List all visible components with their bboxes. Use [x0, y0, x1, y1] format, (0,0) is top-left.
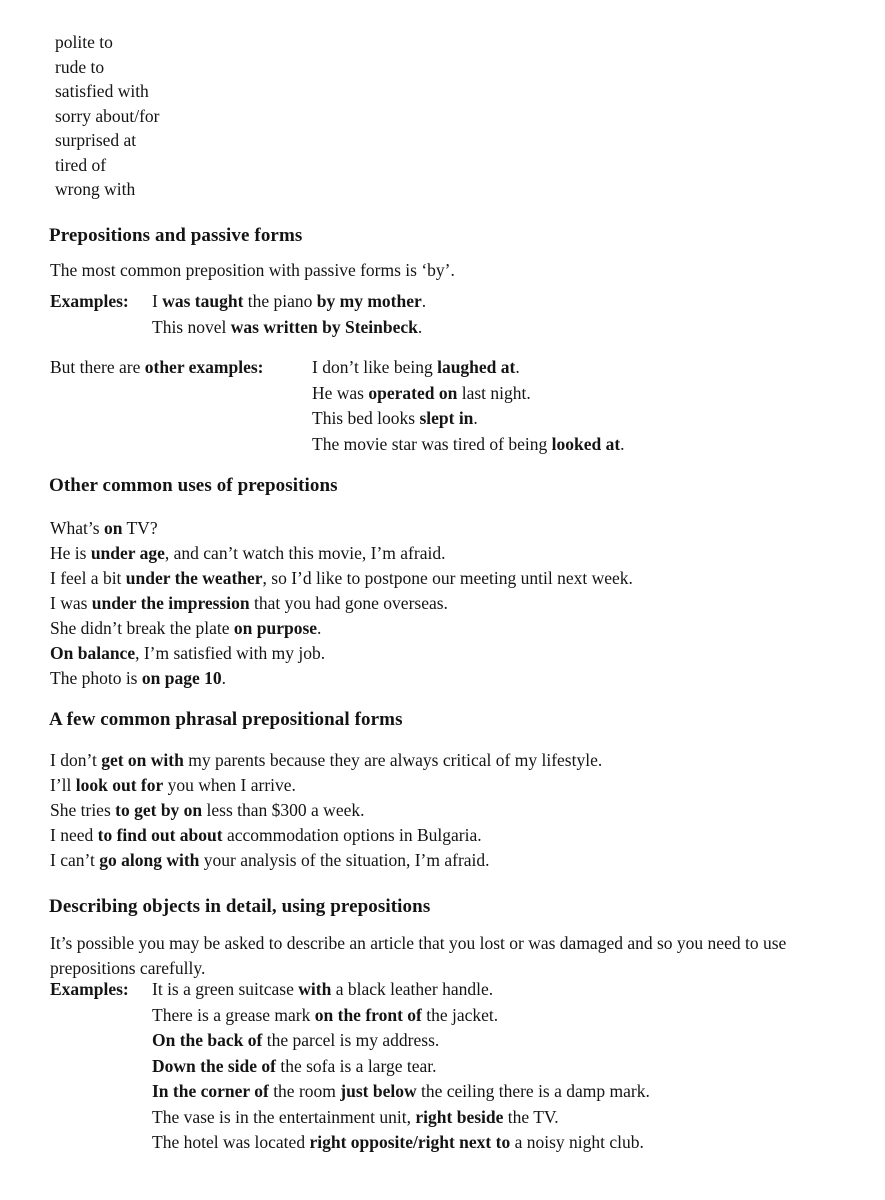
preposition-phrase: On balance: [50, 643, 136, 663]
sentence-text: She tries: [50, 800, 116, 820]
preposition-phrase: was taught: [162, 291, 244, 311]
sentence-text: I’ll: [50, 775, 76, 795]
example-sentence: [152, 1079, 650, 1105]
sentence-text: .: [421, 291, 427, 311]
preposition-phrase: Down the side of: [152, 1055, 276, 1076]
sentence-text: last night.: [457, 382, 531, 403]
sentence-text: the room: [268, 1081, 341, 1101]
sentence-text: .: [620, 433, 625, 454]
preposition-phrase: In the corner of: [152, 1081, 269, 1101]
usage-line: [50, 566, 633, 591]
preposition-phrase: on purpose: [233, 618, 318, 638]
sentence-text: .: [317, 618, 322, 638]
example-sentence: [312, 381, 625, 407]
preposition-phrase: under the impression: [91, 593, 250, 613]
passive-examples-label: Examples:: [50, 291, 129, 311]
sentence-text: He was: [312, 382, 369, 403]
example-sentence: [152, 289, 426, 315]
preposition-phrase: look out for: [75, 775, 164, 795]
preposition-term: surprised at: [55, 130, 137, 150]
sentence-text: The photo is: [50, 668, 142, 688]
sentence-text: I was: [50, 593, 92, 613]
example-sentence: [312, 432, 625, 458]
preposition-phrase: laughed at: [437, 357, 516, 377]
sentence-text: What’s: [50, 518, 104, 538]
phrasal-line: [50, 748, 602, 773]
example-cell: [218, 55, 845, 80]
usage-line: [50, 666, 226, 691]
heading-phrasal-prepositional-forms: A few common phrasal prepositional forms: [49, 709, 403, 730]
example-cell: [218, 79, 845, 104]
example-sentence: [312, 406, 625, 432]
describing-examples-block: [50, 977, 650, 1156]
sentence-text: you when I arrive.: [163, 775, 296, 795]
sentence-text: She didn’t break the plate: [50, 618, 234, 638]
table-row: [55, 55, 845, 80]
table-row: [55, 104, 845, 129]
preposition-phrase: on the front of: [314, 1004, 422, 1025]
example-sentence: [152, 1054, 650, 1080]
preposition-phrase: get on with: [101, 750, 184, 770]
table-row: [55, 79, 845, 104]
preposition-term: polite to: [55, 32, 113, 52]
sentence-text: I don’t: [50, 750, 102, 770]
preposition-phrase: right opposite/right next to: [309, 1132, 511, 1152]
other-examples-label-pre: But there are: [50, 357, 145, 377]
preposition-term: wrong with: [55, 179, 136, 199]
sentence-text: the piano: [243, 291, 317, 311]
preposition-phrase: to get by on: [115, 800, 203, 820]
describing-intro-text: It’s possible you may be asked to describe an article that you lost or was damaged and so you need to use prepositions carefully.: [50, 933, 787, 978]
preposition-phrase: by my mother: [316, 291, 422, 311]
sentence-text: This novel: [152, 316, 231, 337]
passive-examples-block: [50, 289, 426, 340]
preposition-term: satisfied with: [55, 81, 149, 101]
sentence-text: a black leather handle.: [331, 979, 494, 999]
sentence-text: the jacket.: [421, 1004, 499, 1025]
phrasal-line: [50, 798, 364, 823]
table-row: [55, 30, 845, 55]
preposition-phrase: go along with: [99, 850, 200, 870]
preposition-phrase: on page 10: [141, 668, 222, 688]
phrasal-line: [50, 823, 482, 848]
other-examples-label-bold: other examples:: [144, 357, 264, 377]
sentence-text: the TV.: [503, 1106, 559, 1127]
example-sentence: [152, 1105, 650, 1131]
sentence-text: , so I’d like to postpone our meeting until next week.: [262, 568, 633, 588]
heading-other-common-uses: Other common uses of prepositions: [49, 475, 338, 496]
sentence-text: your analysis of the situation, I’m afraid.: [199, 850, 490, 870]
heading-describing-objects: Describing objects in detail, using prepositions: [49, 896, 431, 917]
sentence-text: my parents because they are always critical of my lifestyle.: [183, 750, 603, 770]
sentence-text: The hotel was located: [152, 1132, 310, 1152]
sentence-text: a noisy night club.: [510, 1132, 644, 1152]
preposition-term: tired of: [55, 154, 107, 175]
sentence-text: .: [221, 668, 226, 688]
preposition-phrase: On the back of: [152, 1030, 263, 1050]
preposition-phrase: was written by Steinbeck: [230, 316, 418, 337]
usage-line: [50, 541, 445, 566]
table-row: [55, 177, 845, 202]
sentence-text: This bed looks: [312, 408, 420, 428]
usage-line: [50, 616, 321, 641]
usage-line: [50, 641, 325, 666]
sentence-text: I can’t: [50, 850, 100, 870]
preposition-phrase: on: [103, 518, 123, 538]
example-cell: [218, 177, 845, 202]
sentence-text: less than $300 a week.: [202, 800, 365, 820]
sentence-text: He is: [50, 543, 91, 563]
preposition-phrase: just below: [340, 1081, 417, 1101]
example-cell: [218, 30, 845, 55]
example-sentence: [312, 355, 625, 381]
sentence-text: I feel a bit: [50, 568, 126, 588]
preposition-phrase: to find out about: [97, 825, 223, 845]
preposition-phrase: right beside: [415, 1106, 504, 1127]
example-sentence: [152, 1028, 650, 1054]
preposition-term: sorry about/for: [55, 105, 160, 126]
sentence-text: The movie star was tired of being: [312, 433, 552, 454]
sentence-text: It is a green suitcase: [152, 979, 299, 999]
passive-other-examples-block: [50, 355, 625, 457]
usage-line: [50, 591, 448, 616]
table-row: [55, 153, 845, 178]
sentence-text: .: [473, 408, 478, 428]
preposition-phrase: under age: [90, 543, 165, 563]
sentence-text: the parcel is my address.: [262, 1030, 440, 1050]
table-row: [55, 128, 845, 153]
example-sentence: [152, 315, 426, 341]
describing-examples-list: [50, 977, 650, 1156]
preposition-phrase: looked at: [551, 433, 621, 454]
example-sentence: [152, 977, 650, 1003]
example-cell: [218, 128, 845, 153]
passive-intro-text: The most common preposition with passive forms is ‘by’.: [50, 260, 455, 280]
preposition-phrase: operated on: [368, 382, 458, 403]
preposition-phrase: slept in: [419, 408, 474, 428]
sentence-text: I don’t like being: [312, 357, 438, 377]
sentence-text: the sofa is a large tear.: [275, 1055, 437, 1076]
passive-other-examples-label: [50, 355, 264, 381]
verb-preposition-table: [55, 30, 845, 202]
preposition-phrase: under the weather: [125, 568, 263, 588]
example-sentence: [152, 1130, 650, 1156]
usage-line: [50, 516, 158, 541]
sentence-text: The vase is in the entertainment unit,: [152, 1106, 416, 1127]
phrasal-line: [50, 848, 490, 873]
sentence-text: , and can’t watch this movie, I’m afraid.: [164, 543, 446, 563]
sentence-text: I: [152, 291, 163, 311]
sentence-text: accommodation options in Bulgaria.: [222, 825, 482, 845]
sentence-text: that you had gone overseas.: [249, 593, 448, 613]
preposition-phrase: with: [298, 979, 332, 999]
sentence-text: the ceiling there is a damp mark.: [416, 1081, 650, 1101]
example-sentence: [152, 1003, 650, 1029]
sentence-text: .: [417, 316, 423, 337]
sentence-text: TV?: [122, 518, 158, 538]
example-cell: [218, 153, 845, 178]
sentence-text: .: [515, 357, 520, 377]
preposition-term: rude to: [55, 56, 105, 77]
heading-prepositions-and-passive-forms: Prepositions and passive forms: [49, 225, 303, 246]
example-cell: [218, 104, 845, 129]
describing-examples-label: Examples:: [50, 979, 129, 999]
sentence-text: I need: [50, 825, 98, 845]
sentence-text: There is a grease mark: [152, 1004, 315, 1025]
phrasal-line: [50, 773, 296, 798]
sentence-text: , I’m satisfied with my job.: [135, 643, 326, 663]
